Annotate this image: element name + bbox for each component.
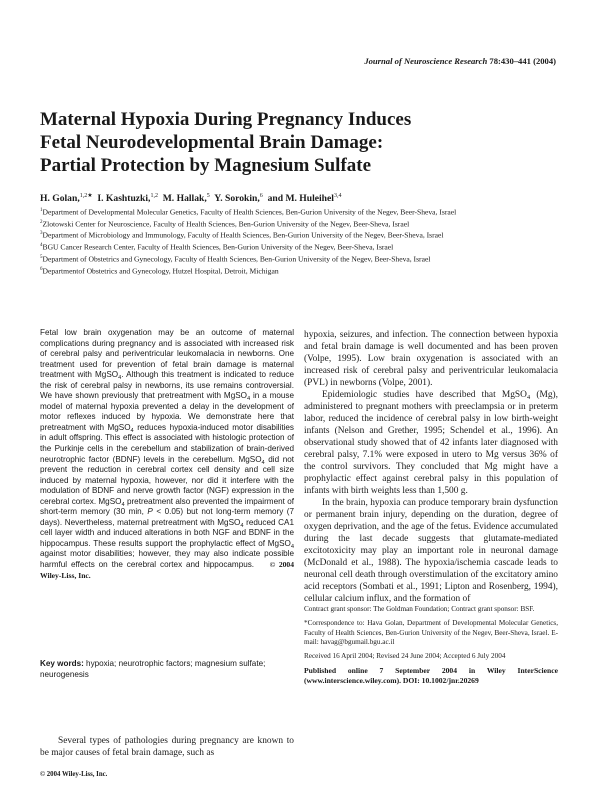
affiliation-text: Zlotowski Center for Neuroscience, Faculty of Health Sciences, Ben-Gurion University of the Negev, Beer-Sheva, Israel <box>42 219 410 229</box>
affiliation-text: BGU Cancer Research Center, Faculty of Health Sciences, Ben-Gurion University of the Negev, Beer-Sheva, Israel <box>42 242 394 252</box>
subscript: 4 <box>290 543 294 550</box>
affiliation-number: 3 <box>40 231 43 237</box>
affiliation-number: 6 <box>40 266 43 272</box>
abstract-copyright: © 2004 Wiley-Liss, Inc. <box>40 560 295 580</box>
copyright-footer: © 2004 Wiley-Liss, Inc. <box>40 771 108 778</box>
keywords-text: hypoxia; neurotrophic factors; magnesium sulfate; neurogenesis <box>40 659 266 679</box>
author-affiliation-mark: 5 <box>206 193 210 199</box>
author-affiliation-mark: 3,4 <box>333 193 342 199</box>
subscript: 4 <box>261 459 265 466</box>
affiliation-number: 4 <box>40 243 43 249</box>
grant-footnote: Contract grant sponsor: The Goldman Foundation; Contract grant sponsor: BSF. <box>304 605 535 613</box>
subscript: 4 <box>526 394 531 401</box>
keywords-label: Key words: <box>40 659 84 668</box>
volume-pages: 78:430–441 (2004) <box>489 56 556 66</box>
affiliation-number: 5 <box>40 254 43 260</box>
intro-paragraph: Several types of pathologies during pregnancy are known to be major causes of fetal brain damage, such as <box>40 736 294 758</box>
journal-reference <box>364 56 556 66</box>
abstract-text: against motor disabilities; however, they may also indicate possible harmful effects on the cerebral cortex and hippocampus. <box>40 549 294 570</box>
subscript: 4 <box>121 501 125 508</box>
abstract <box>40 328 294 581</box>
abstract-text: < 0.05) but not long-term memory (7 days). Nevertheless, maternal pretreatment with MgSO <box>40 507 295 527</box>
abstract-text: reduces hypoxia-induced motor disabilities in adult offspring. This effect is associated with histologic protection of the Purkinje cells in the cerebellum and stabilization of brain-derived neurotrophic factor (BDNF) levels in the cerebellum. MgSO <box>40 422 294 464</box>
affiliation-number: 1 <box>40 208 43 213</box>
body-paragraph: hypoxia, seizures, and infection. The connection between hypoxia and fetal brain damage is well documented and has been proven (Volpe, 1995). Low brain oxygenation is associated with an increased risk of cerebral palsy and periventricular leukomalacia (PVL) in newborns (Volpe, 2001). <box>304 330 558 388</box>
author-name: H. Golan, <box>40 193 80 205</box>
subscript: 4 <box>240 522 244 529</box>
p-value-symbol: P <box>147 507 153 517</box>
author-list <box>40 192 341 204</box>
affiliation-number: 2 <box>40 219 43 225</box>
affiliation-item <box>40 253 480 265</box>
affiliation-item <box>40 265 480 277</box>
abstract-text: did not prevent the reduction in cerebral cortex cell density and cell size induced by maternal hypoxia, however, nor did it interfere with the modulation of BDNF and nerve growth factor (NGF) expression in the cerebral cortex. MgSO <box>40 454 295 506</box>
footnotes <box>304 605 558 691</box>
subscript: 4 <box>118 375 122 382</box>
subscript: 4 <box>130 427 134 434</box>
affiliation-text: Department of Developmental Molecular Genetics, Faculty of Health Sciences, Ben-Gurion University of the Negev, Beer-Sheva, Israel <box>42 207 457 217</box>
body-paragraph <box>304 389 558 497</box>
published-footnote: Published online 7 September 2004 in Wiley InterScience (www.interscience.wiley.com). DOI: 10.1002/jnr.20269 <box>304 666 558 686</box>
affiliation-item <box>40 218 480 230</box>
title-line-2: Fetal Neurodevelopmental Brain Damage: <box>40 132 384 153</box>
affiliation-text: Departmentof Obstetrics and Gynecology, Hutzel Hospital, Detroit, Michigan <box>42 266 279 276</box>
abstract-text: . Although this treatment is indicated to reduce the risk of cerebral palsy in newborns, its use remains controversial. We have shown previously that pretreatment with MgSO <box>40 370 294 401</box>
affiliation-item <box>40 241 480 253</box>
affiliation-item <box>40 229 480 241</box>
body-paragraph: In the brain, hypoxia can produce temporary brain dysfunction or permanent brain injury, depending on the duration, degree of oxygen deprivation, and the age of the fetus. Evidence accumulated during the last decade suggests that glutamate-mediated excitotoxicity may play an important role in neuronal damage (McDonald et al., 1988). The hypoxia/ischemia cascade leads to neuronal cell death through overstimulation of the excitatory amino acid receptors (Sombati et al., 1991; Lipton and Rosenberg, 1994), cellular calcium influx, and the formation of <box>304 498 558 604</box>
abstract-text: in a mouse model of maternal hypoxia prevented a delay in the development of motor reflexes induced by hypoxia. We demonstrate here that pretreatment with MgSO <box>40 391 294 432</box>
affiliations <box>40 206 480 276</box>
author-affiliation-mark: 6 <box>259 193 263 199</box>
keywords <box>40 659 294 680</box>
author-name: I. Kashtuzki, <box>97 193 151 205</box>
author-name: and M. Huleihel <box>267 193 334 205</box>
author-name: Y. Sorokin, <box>214 193 260 205</box>
affiliation-text: Department of Microbiology and Immunology, Faculty of Health Sciences, Ben-Gurion University of the Negev, Beer-Sheva, Israel <box>42 231 444 240</box>
affiliation-text: Department of Obstetrics and Gynecology, Faculty of Health Sciences, Ben-Gurion University of the Negev, Beer-Sheva, Israel <box>42 254 431 264</box>
body-text: Epidemiologic studies have described that MgSO <box>322 390 527 400</box>
abstract-text: reduced CA1 cell layer width and induced alterations in both NGF and BDNF in the hippocampus. These results support the prophylactic effect of MgSO <box>40 517 294 548</box>
journal-name: Journal of Neuroscience Research <box>364 56 488 66</box>
author-name: M. Hallak, <box>162 193 207 205</box>
affiliation-item <box>40 206 480 218</box>
body-right-column <box>304 329 558 605</box>
title-line-3: Partial Protection by Magnesium Sulfate <box>40 155 372 176</box>
abstract-text: Fetal low brain oxygenation may be an outcome of maternal complications during pregnancy and is associated with increased risk of cerebral palsy and periventricular leukomalacia in newborns. One treatment used for prevention of fetal brain damage is maternal treatment with MgSO <box>40 328 294 380</box>
abstract-text: pretreatment also prevented the impairment of short-term memory (30 min, <box>40 496 294 517</box>
body-text: (Mg), administered to pregnant mothers with preeclampsia or in preterm labor, reduced the incidence of cerebral palsy in low birth-weight infants (Nelson and Grether, 1995; Schendel et al., 1996). An observational study showed that of 42 infants later diagnosed with cerebral palsy, 7.1% were exposed in utero to Mg versus 36% of the control survivors. They concluded that Mg might have a prophylactic effect against cerebral palsy in this population of infants with birth weights less than 1,500 g. <box>304 390 558 496</box>
dates-footnote: Received 16 April 2004; Revised 24 June 2004; Accepted 6 July 2004 <box>304 652 506 661</box>
correspondence-footnote: *Correspondence to: Hava Golan, Department of Developmental Molecular Genetics, Faculty of Health Sciences, Ben-Gurion University of the Negev, Beer-Sheva, Israel. E-mail: havag@bgumail.bgu.ac.il <box>304 619 558 646</box>
author-affiliation-mark: 1,2★ <box>79 193 93 199</box>
author-affiliation-mark: 1,2 <box>150 193 158 199</box>
subscript: 4 <box>246 396 251 403</box>
article-title <box>40 108 560 177</box>
title-line-1: Maternal Hypoxia During Pregnancy Induces <box>40 109 412 130</box>
